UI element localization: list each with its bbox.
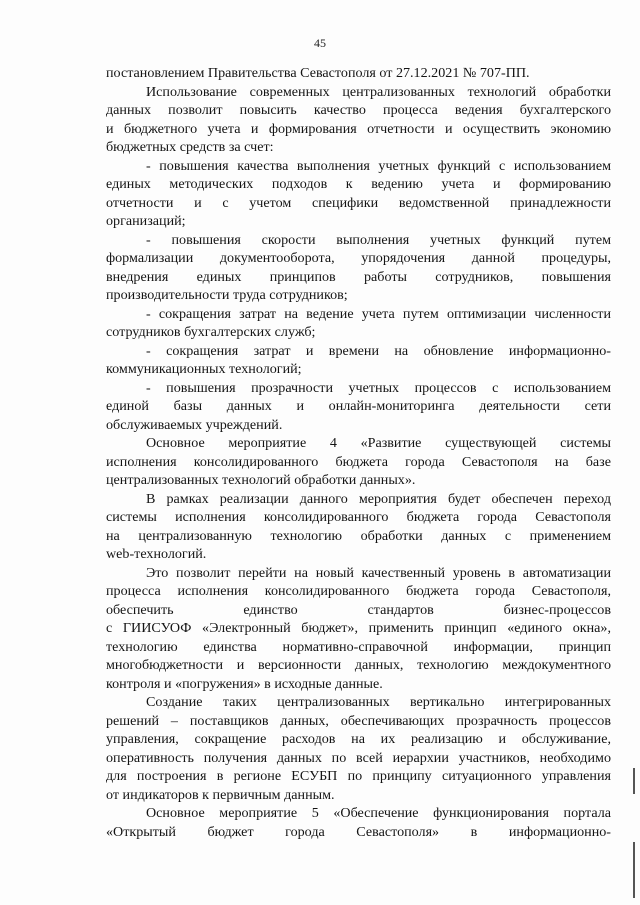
paragraph xyxy=(106,342,611,379)
scan-edge-mark xyxy=(633,768,635,794)
text-line: внедрения единых принципов работы сотрудников, повышения xyxy=(106,268,611,285)
text-line: организаций; xyxy=(106,213,186,229)
paragraph xyxy=(106,231,611,305)
text-line: отчетности и с учетом специфики ведомственной принадлежности xyxy=(106,194,611,211)
text-line: постановлением Правительства Севастополя от 27.12.2021 № 707-ПП. xyxy=(106,65,530,81)
text-line: контроля и «погружения» в исходные данные. xyxy=(106,675,383,692)
text-line: коммуникационных технологий; xyxy=(106,361,302,377)
text-line: производительности труда сотрудников; xyxy=(106,287,348,303)
paragraph xyxy=(106,693,611,804)
text-line: Использование современных централизованных технологий обработки xyxy=(146,83,611,100)
text-line: В рамках реализации данного мероприятия будет обеспечен переход xyxy=(146,490,611,507)
document-body xyxy=(106,64,611,841)
text-line: технологию единства нормативно-справочной информации, принцип xyxy=(106,638,611,655)
text-line: единых методических подходов к ведению учета и формированию xyxy=(106,176,611,192)
scan-edge-mark xyxy=(633,842,635,898)
text-line: «Открытый бюджет города Севастополя» в информационно- xyxy=(106,823,611,840)
paragraph xyxy=(106,64,611,83)
text-line: - сокращения затрат и времени на обновление информационно- xyxy=(146,342,611,359)
text-line: на централизованную технологию обработки данных с применением xyxy=(106,527,611,544)
text-line: и бюджетного учета и формирования отчетности и осуществить экономию xyxy=(106,120,611,137)
text-line: Основное мероприятие 4 «Развитие существующей системы xyxy=(146,435,611,451)
paragraph xyxy=(106,564,611,694)
text-line: - сокращения затрат на ведение учета путем оптимизации численности xyxy=(146,305,611,322)
paragraph xyxy=(106,490,611,564)
text-line: web-технологий. xyxy=(106,546,207,562)
text-line: - повышения скорости выполнения учетных функций путем xyxy=(146,231,611,248)
text-line: от индикаторов к первичным данным. xyxy=(106,786,335,803)
text-line: системы исполнения консолидированного бюджета города Севастополя xyxy=(106,509,611,525)
paragraph xyxy=(106,434,611,490)
text-line: централизованных технологий обработки данных». xyxy=(106,472,416,488)
text-line: - повышения прозрачности учетных процессов с использованием xyxy=(146,379,611,396)
text-line: исполнения консолидированного бюджета города Севастополя на базе xyxy=(106,453,611,470)
text-line: обслуживаемых учреждений. xyxy=(106,416,283,433)
text-line: Основное мероприятие 5 «Обеспечение функционирования портала xyxy=(146,805,611,821)
text-line: с ГИИСУОФ «Электронный бюджет», применить принцип «единого окна», xyxy=(106,620,611,636)
paragraph xyxy=(106,379,611,435)
text-line: Создание таких централизованных вертикально интегрированных xyxy=(146,694,611,710)
text-line: оперативность получения данных по всей иерархии участников, необходимо xyxy=(106,749,611,766)
text-line: сотрудников бухгалтерских служб; xyxy=(106,324,316,340)
text-line: единой базы данных и онлайн-мониторинга деятельности сети xyxy=(106,398,611,414)
text-line: управления, сокращение расходов на их реализацию и обслуживание, xyxy=(106,731,611,747)
text-line: для построения в регионе ЕСУБП по принципу ситуационного управления xyxy=(106,768,611,784)
text-line: процесса исполнения консолидированного бюджета города Севастополя, xyxy=(106,583,611,599)
text-line: - повышения качества выполнения учетных функций с использованием xyxy=(146,157,611,174)
paragraph xyxy=(106,157,611,231)
text-line: обеспечить единство стандартов бизнес-процессов xyxy=(106,601,611,618)
text-line: данных позволит повысить качество процесса ведения бухгалтерского xyxy=(106,102,611,118)
text-line: решений – поставщиков данных, обеспечивающих прозрачность процессов xyxy=(106,712,611,729)
text-line: формализации документооборота, упорядочения данной процедуры, xyxy=(106,250,611,266)
paragraph xyxy=(106,305,611,342)
paragraph xyxy=(106,804,611,841)
text-line: бюджетных средств за счет: xyxy=(106,139,274,155)
paragraph xyxy=(106,83,611,157)
page-number: 45 xyxy=(314,36,326,50)
text-line: многобюджетности и версионности данных, технологию междокументного xyxy=(106,657,611,673)
text-line: Это позволит перейти на новый качественный уровень в автоматизации xyxy=(146,564,611,581)
